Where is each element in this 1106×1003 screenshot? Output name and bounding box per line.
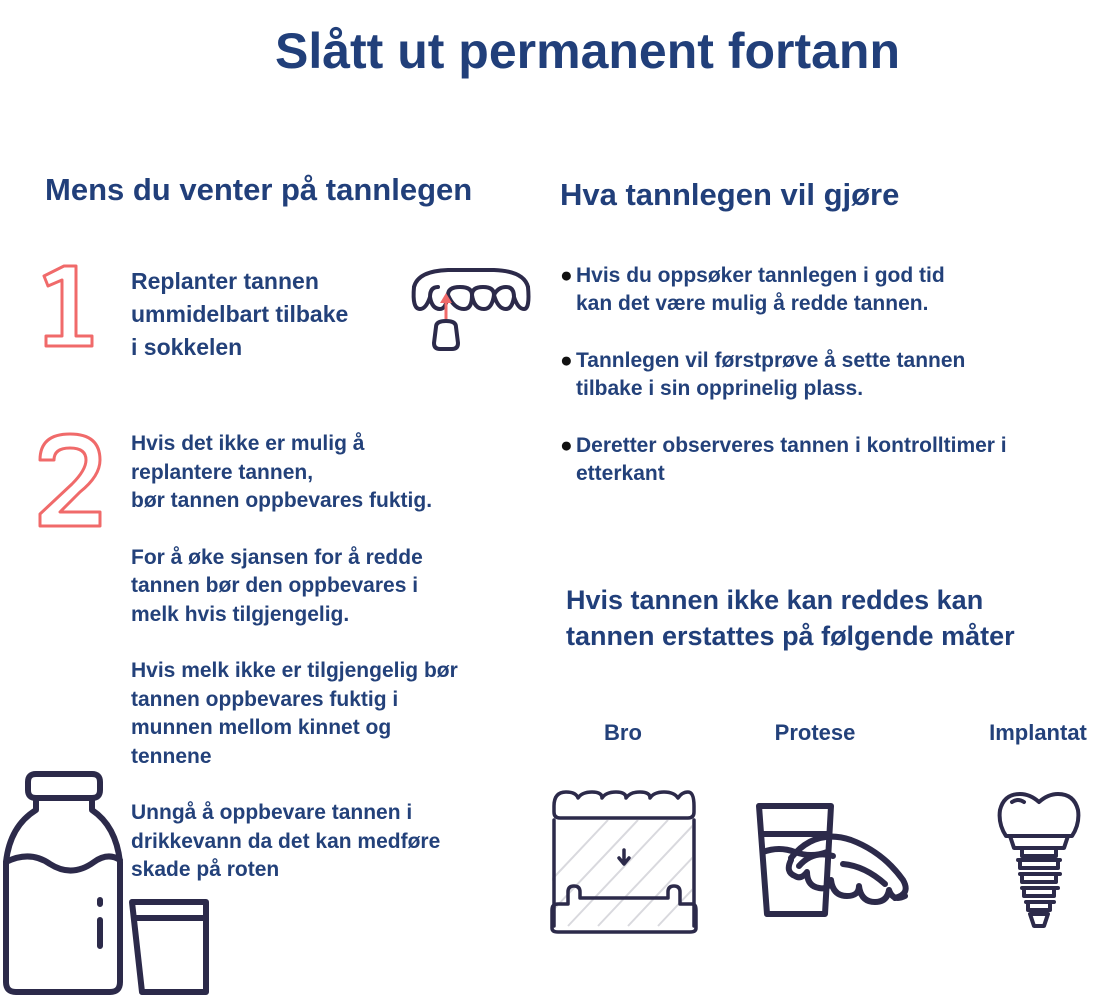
milk-bottle-icon bbox=[0, 770, 215, 1003]
bullet-item: ● Tannlegen vil førstprøve å sette tannen tilbake i sin opprinelig plass. bbox=[560, 349, 966, 400]
step-1-line: ummidelbart tilbake bbox=[131, 301, 349, 327]
step-2-number bbox=[34, 430, 106, 537]
bullet-dot-icon: ● bbox=[560, 264, 573, 287]
left-heading: Mens du venter på tannlegen bbox=[45, 172, 473, 207]
step-2-paragraph: Unngå å oppbevare tannen i drikkevann da det kan medføre skade på roten bbox=[131, 801, 441, 881]
denture-in-glass-icon bbox=[755, 800, 915, 927]
option-label-protese: Protese bbox=[774, 720, 856, 745]
dental-implant-icon bbox=[996, 790, 1082, 937]
replacement-heading: Hvis tannen ikke kan reddes kan tannen erstattes på følgende måter bbox=[566, 585, 1015, 651]
bullet-dot-icon: ● bbox=[560, 349, 573, 372]
step-2-paragraph: For å øke sjansen for å redde tannen bør den oppbevares i melk hvis tilgjengelig. bbox=[131, 545, 423, 626]
step-2-paragraph: Hvis det ikke er mulig å replantere tannen, bør tannen oppbevares fuktig. bbox=[131, 432, 433, 512]
right-heading: Hva tannlegen vil gjøre bbox=[560, 177, 900, 212]
option-label-implantat: Implantat bbox=[989, 720, 1087, 745]
dental-bridge-icon bbox=[548, 786, 700, 943]
bullet-list bbox=[560, 262, 1096, 488]
step-1-line: i sokkelen bbox=[131, 334, 243, 360]
bullet-dot-icon: ● bbox=[560, 434, 573, 457]
number-two-outline-icon bbox=[34, 430, 106, 532]
page-title: Slått ut permanent fortann bbox=[274, 23, 901, 79]
option-label-bro: Bro bbox=[604, 720, 642, 745]
bullet-item: ● Deretter observeres tannen i kontrolltimer i etterkant bbox=[560, 434, 1007, 485]
step-1-text bbox=[131, 265, 348, 364]
step-2-paragraph: Hvis melk ikke er tilgjengelig bør tannen oppbevares fuktig i munnen mellom kinnet og tennene bbox=[131, 659, 458, 768]
step-1-line: Replanter tannen bbox=[131, 268, 319, 294]
step-1-number bbox=[38, 262, 100, 357]
number-one-outline-icon bbox=[38, 262, 100, 352]
bullet-item: ● Hvis du oppsøker tannlegen i god tid kan det være mulig å redde tannen. bbox=[560, 264, 945, 315]
replant-tooth-icon bbox=[408, 265, 533, 360]
